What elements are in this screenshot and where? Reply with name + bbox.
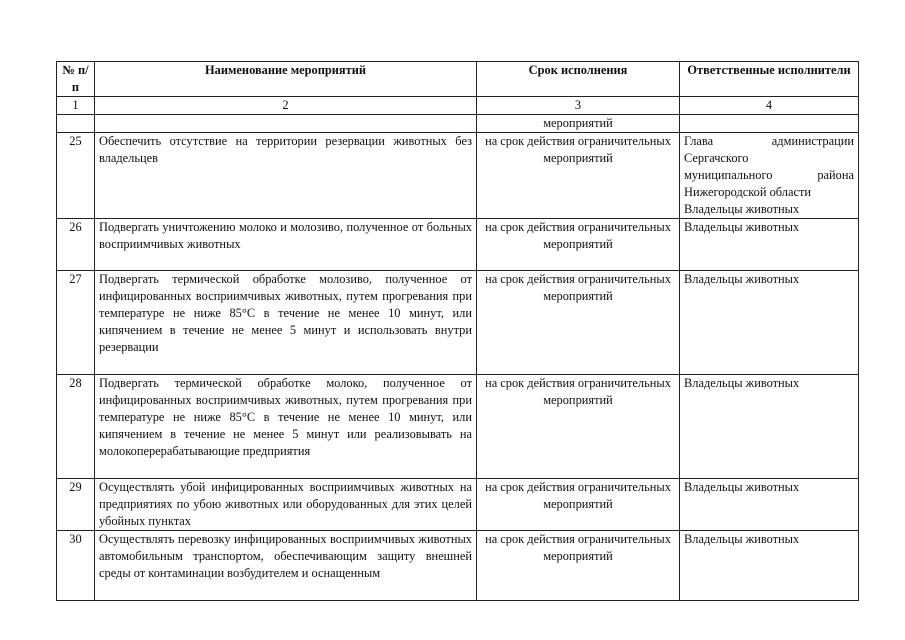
row-num: 28: [57, 375, 95, 479]
table-row: [57, 219, 859, 271]
header-num: № п/п: [57, 62, 95, 97]
row-responsible: Владельцы животных: [680, 531, 859, 601]
row-num: 30: [57, 531, 95, 601]
row-responsible: [680, 133, 859, 219]
row-term: на срок действия ограничительных мероприятий: [477, 479, 680, 531]
row-responsible: Владельцы животных: [680, 219, 859, 271]
header-term: Срок исполнения: [477, 62, 680, 97]
table-row: [57, 375, 859, 479]
row-term: мероприятий: [477, 115, 680, 133]
table-row: [57, 531, 859, 601]
row-responsible: Владельцы животных: [680, 375, 859, 479]
row-term: на срок действия ограничительных мероприятий: [477, 531, 680, 601]
row-name: Осуществлять перевозку инфицированных восприимчивых животных автомобильным транспортом, обеспечивающим защиту внешней среды от контаминации возбудителем и оснащенным: [95, 531, 477, 601]
row-name: Обеспечить отсутствие на территории резервации животных без владельцев: [95, 133, 477, 219]
index-cell: 2: [95, 97, 477, 115]
responsible-line: Нижегородской области: [684, 185, 812, 199]
row-term: на срок действия ограничительных мероприятий: [477, 271, 680, 375]
row-term: на срок действия ограничительных мероприятий: [477, 133, 680, 219]
index-cell: 3: [477, 97, 680, 115]
row-name: Подвергать уничтожению молоко и молозиво, полученное от больных восприимчивых животных: [95, 219, 477, 271]
row-name: Подвергать термической обработке молоко, полученное от инфицированных восприимчивых животных, путем прогревания при температуре не ниже 85°С в течение не менее 10 минут, или кипячением в течение не менее 5 минут или реализовывать на молокоперерабатывающие предприятия: [95, 375, 477, 479]
table-row: [57, 271, 859, 375]
measures-table: [56, 61, 859, 601]
continuation-row: [57, 115, 859, 133]
responsible-line: муниципального района: [684, 168, 854, 182]
header-row: [57, 62, 859, 97]
row-term: на срок действия ограничительных мероприятий: [477, 219, 680, 271]
row-responsible: Владельцы животных: [680, 271, 859, 375]
index-cell: 1: [57, 97, 95, 115]
row-name: Подвергать термической обработке молозиво, полученное от инфицированных восприимчивых животных, путем прогревания при температуре не ниже 85°С в течение не менее 10 минут, или кипячением в течение не менее 5 минут и использовать внутри резервации: [95, 271, 477, 375]
responsible-line: Владельцы животных: [684, 202, 800, 216]
header-responsible: Ответственные исполнители: [680, 62, 859, 97]
table-row: [57, 479, 859, 531]
index-cell: 4: [680, 97, 859, 115]
table-row: [57, 133, 859, 219]
column-index-row: [57, 97, 859, 115]
row-responsible: Владельцы животных: [680, 479, 859, 531]
header-name: Наименование мероприятий: [95, 62, 477, 97]
row-num: 29: [57, 479, 95, 531]
responsible-line: Глава администрации: [684, 134, 854, 148]
row-num: 26: [57, 219, 95, 271]
row-num: 27: [57, 271, 95, 375]
responsible-line: Сергачского: [684, 151, 749, 165]
row-num: 25: [57, 133, 95, 219]
row-name: Осуществлять убой инфицированных восприимчивых животных на предприятиях по убою животных или оборудованных для этих целей убойных пунктах: [95, 479, 477, 531]
row-term: на срок действия ограничительных мероприятий: [477, 375, 680, 479]
